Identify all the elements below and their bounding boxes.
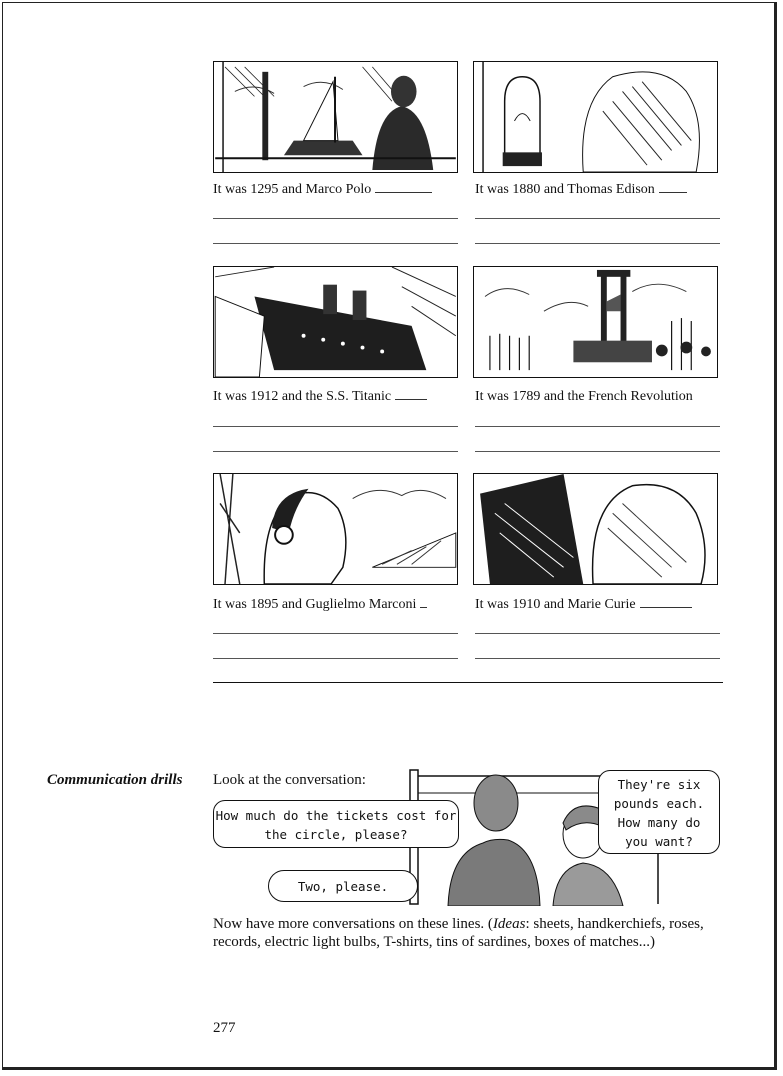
ship-icon	[214, 62, 457, 172]
answer-line	[213, 426, 458, 427]
intro-text: Look at the conversation:	[213, 772, 366, 788]
answer-line	[213, 243, 458, 244]
answer-line	[475, 633, 720, 634]
panel-caption: It was 1912 and the S.S. Titanic	[213, 389, 427, 405]
question-speech-bubble: How much do the tickets cost for the circle, please?	[213, 800, 459, 848]
lightbulb-icon	[474, 62, 717, 172]
answer-line	[475, 658, 720, 659]
answer-line	[213, 451, 458, 452]
section-label: Communication drills	[47, 772, 183, 788]
marie-curie-illustration	[473, 473, 718, 585]
page-number: 277	[213, 1020, 236, 1036]
panel-caption: It was 1880 and Thomas Edison	[475, 182, 687, 198]
answer-speech-bubble: They're six pounds each. How many do you want?	[598, 770, 720, 854]
titanic-icon	[214, 267, 457, 377]
instructions-paragraph: Now have more conversations on these lines. (Ideas: sheets, handkerchiefs, roses, records, electric light bulbs, T-shirts, tins of sardines, boxes of matches...)	[213, 916, 704, 950]
marie-curie-icon	[474, 474, 717, 584]
answer-line	[213, 658, 458, 659]
answer-line	[475, 218, 720, 219]
reply-speech-bubble: Two, please.	[268, 870, 418, 902]
panel-caption: It was 1910 and Marie Curie	[475, 597, 692, 613]
panel-caption: It was 1789 and the French Revolution	[475, 389, 693, 404]
panel-caption: It was 1295 and Marco Polo	[213, 182, 432, 198]
guillotine-icon	[474, 267, 717, 377]
french-revolution-illustration	[473, 266, 718, 378]
section-divider	[213, 682, 723, 683]
marco-polo-illustration	[213, 61, 458, 173]
edison-illustration	[473, 61, 718, 173]
answer-line	[475, 451, 720, 452]
answer-line	[213, 218, 458, 219]
answer-line	[475, 243, 720, 244]
headphones-icon	[214, 474, 457, 584]
titanic-illustration	[213, 266, 458, 378]
marconi-illustration	[213, 473, 458, 585]
answer-line	[213, 633, 458, 634]
answer-line	[475, 426, 720, 427]
panel-caption: It was 1895 and Guglielmo Marconi	[213, 597, 427, 613]
